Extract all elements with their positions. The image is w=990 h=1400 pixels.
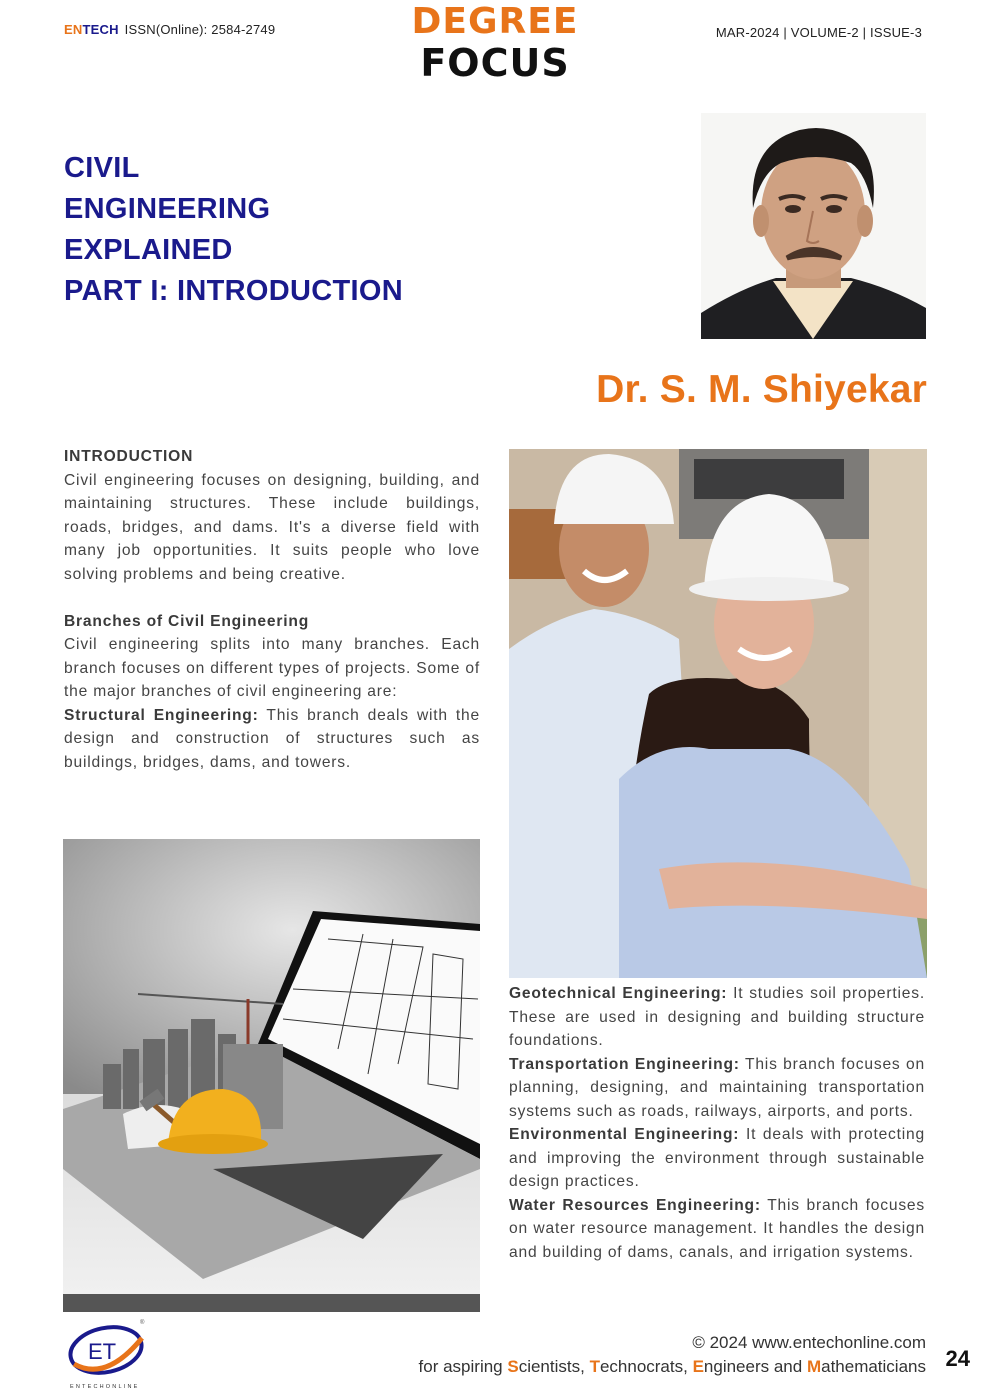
- brand-tech: TECH: [82, 22, 119, 37]
- tagline-letter: M: [806, 1357, 822, 1376]
- branch-description: This branch focuses on planning, designing, and maintaining transportation systems such as roads, railways, airports, and ports.: [509, 1055, 925, 1120]
- branch-term: Water Resources Engineering:: [509, 1196, 761, 1214]
- intro-paragraph: Civil engineering focuses on designing, building, and maintaining structures. These include buildings, roads, bridges, and dams. It's a diverse field with many job opportunities. It suits people who love solving problems and being creative.: [64, 471, 480, 583]
- issn: ISSN(Online): 2584-2749: [124, 22, 276, 37]
- tagline-letter: T: [589, 1357, 600, 1376]
- tagline-text: echnocrats,: [599, 1357, 693, 1376]
- title-line: CIVIL: [64, 152, 140, 184]
- page-number: 24: [945, 1346, 970, 1371]
- intro-heading: INTRODUCTION: [64, 448, 194, 465]
- tagline-letter: S: [507, 1357, 519, 1376]
- portrait-image-icon: [701, 113, 926, 339]
- title-line: PART I: INTRODUCTION: [64, 275, 403, 307]
- branch-structural: [64, 704, 480, 775]
- title-line: EXPLAINED: [64, 234, 233, 266]
- tagline-text: for aspiring: [418, 1357, 508, 1376]
- laptop-illustration-icon: [63, 839, 480, 1312]
- logo-degree: DEGREE: [411, 1, 579, 42]
- tagline: [419, 1357, 926, 1377]
- journal-brand: [64, 22, 275, 37]
- svg-text:®: ®: [140, 1320, 145, 1326]
- branch-geotechnical: [509, 982, 925, 1053]
- logo-focus: FOCUS: [420, 41, 570, 85]
- copyright: © 2024 www.entechonline.com: [692, 1333, 926, 1352]
- tagline-letter: E: [692, 1357, 704, 1376]
- author-name: Dr. S. M. Shiyekar: [596, 368, 927, 411]
- magazine-logo: [395, 1, 595, 85]
- left-column: [64, 445, 480, 774]
- branch-environmental: [509, 1123, 925, 1194]
- branch-term: Geotechnical Engineering:: [509, 985, 728, 1002]
- laptop-construction-image: [63, 839, 480, 1312]
- title-line: ENGINEERING: [64, 193, 271, 225]
- entechonline-logo: [66, 1316, 150, 1392]
- brand-en: EN: [64, 22, 83, 37]
- svg-text:ENTECHONLINE: ENTECHONLINE: [70, 1384, 140, 1390]
- svg-text:ET: ET: [88, 1339, 117, 1364]
- tagline-text: cientists,: [518, 1357, 590, 1376]
- et-logo-icon: [66, 1316, 150, 1392]
- branch-description: This branch deals with the design and construction of structures such as buildings, bridges, dams, and towers.: [64, 706, 480, 771]
- branch-term: Environmental Engineering:: [509, 1126, 740, 1143]
- branch-description: It deals with protecting and improving the environment through sustainable design practices.: [509, 1126, 925, 1190]
- branch-term: Structural Engineering:: [64, 706, 259, 724]
- branches-paragraph: Civil engineering splits into many branches. Each branch focuses on different types of projects. Some of the major branches of civil engineering are:: [64, 636, 480, 700]
- branch-description: It studies soil properties. These are used in designing and building structure foundations.: [509, 985, 925, 1049]
- branches-heading: Branches of Civil Engineering: [64, 612, 310, 630]
- article-title: [64, 148, 403, 312]
- right-column: [509, 982, 925, 1264]
- tagline-text: ngineers and: [703, 1357, 807, 1376]
- branch-transportation: [509, 1053, 925, 1124]
- author-portrait: [701, 113, 926, 339]
- branch-term: Transportation Engineering:: [509, 1055, 740, 1073]
- engineers-image: [509, 449, 927, 978]
- engineers-photo-icon: [509, 449, 927, 978]
- tagline-text: athematicians: [821, 1357, 926, 1376]
- issue-info: MAR-2024 | VOLUME-2 | ISSUE-3: [715, 25, 922, 40]
- branch-water-resources: [509, 1194, 925, 1265]
- branch-description: This branch focuses on water resource management. It handles the design and building of dams, canals, and irrigation systems.: [509, 1196, 925, 1261]
